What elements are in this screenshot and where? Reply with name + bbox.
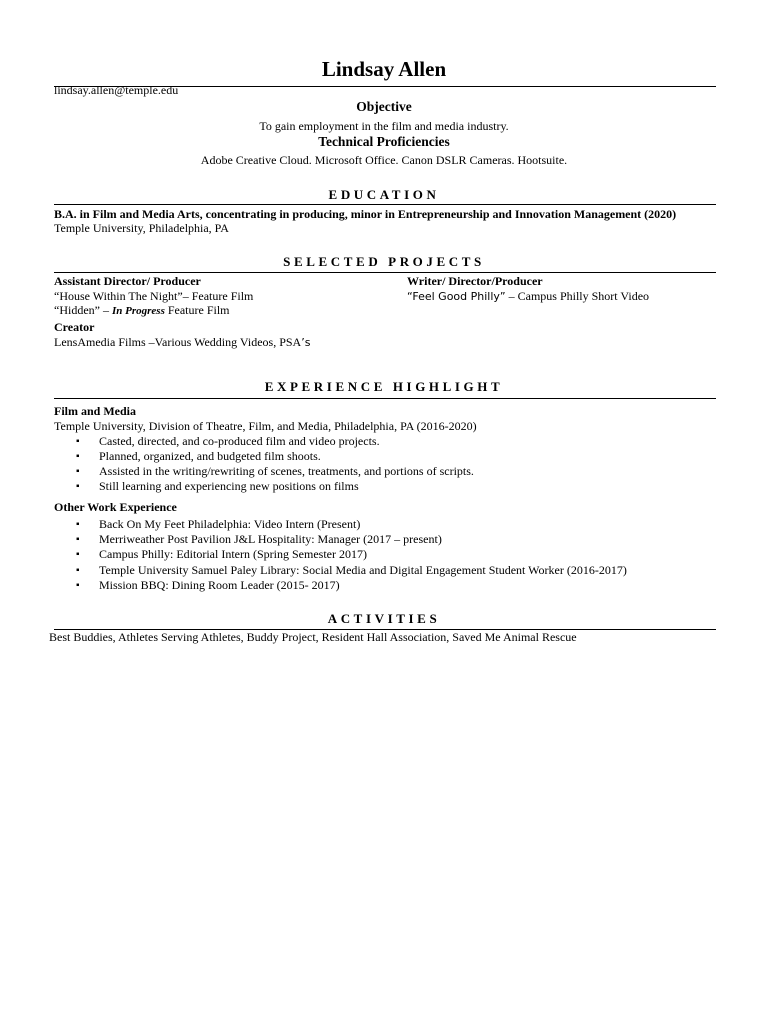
project-lensamedia-suffix: ’s — [301, 336, 311, 349]
bullet-icon: ▪ — [76, 565, 80, 576]
technical-heading: Technical Proficiencies — [318, 134, 450, 149]
project-feel-good-philly-desc: – Campus Philly Short Video — [505, 289, 650, 303]
other-bullet-item: Back On My Feet Philadelphia: Video Intern (Present) — [99, 517, 361, 531]
project-house-within-the-night: “House Within The Night”– Feature Film — [54, 289, 254, 303]
film-bullet-item: Casted, directed, and co-produced film and video projects. — [99, 434, 380, 448]
bullet-icon: ▪ — [76, 481, 80, 492]
project-role-writer-director: Writer/ Director/Producer — [407, 274, 543, 288]
film-bullet-item: Still learning and experiencing new positions on films — [99, 479, 359, 493]
project-role-creator: Creator — [54, 320, 95, 334]
candidate-name: Lindsay Allen — [321, 57, 447, 81]
bullet-icon: ▪ — [76, 534, 80, 545]
activities-text: Best Buddies, Athletes Serving Athletes, Buddy Project, Resident Hall Association, Saved Me Animal Rescue — [49, 630, 577, 644]
experience-film-heading: Film and Media — [54, 404, 137, 418]
bullet-icon: ▪ — [76, 549, 80, 560]
project-feel-good-philly-title: “Feel Good Philly” — [407, 290, 506, 303]
bullet-icon: ▪ — [76, 580, 80, 591]
education-degree: B.A. in Film and Media Arts, concentrating in producing, minor in Entrepreneurship and Innovation Management (2020) — [54, 207, 677, 221]
objective-heading: Objective — [356, 99, 412, 114]
education-school: Temple University, Philadelphia, PA — [54, 221, 229, 235]
in-progress-label: In Progress — [111, 305, 165, 317]
technical-text: Adobe Creative Cloud. Microsoft Office. Canon DSLR Cameras. Hootsuite. — [200, 153, 568, 167]
bullet-icon: ▪ — [76, 519, 80, 530]
bullet-icon: ▪ — [76, 451, 80, 462]
project-lensamedia — [54, 335, 310, 350]
other-bullet-item: Merriweather Post Pavilion J&L Hospitality: Manager (2017 – present) — [99, 532, 442, 546]
project-hidden — [54, 303, 230, 319]
activities-heading: ACTIVITIES — [327, 611, 441, 626]
projects-heading: SELECTED PROJECTS — [283, 254, 485, 269]
projects-rule — [54, 272, 716, 273]
other-bullet-item: Campus Philly: Editorial Intern (Spring Semester 2017) — [99, 547, 367, 561]
project-feel-good-philly — [407, 289, 649, 304]
experience-rule — [54, 398, 716, 399]
email-link[interactable]: lindsay.allen@temple.edu — [54, 83, 179, 97]
project-lensamedia-text: LensAmedia Films –Various Wedding Videos, PSA — [54, 335, 302, 349]
film-bullet-item: Planned, organized, and budgeted film shoots. — [99, 449, 321, 463]
education-heading: EDUCATION — [328, 187, 440, 202]
other-bullet-item: Mission BBQ: Dining Room Leader (2015- 2017) — [99, 578, 340, 592]
film-bullet-item: Assisted in the writing/rewriting of scenes, treatments, and portions of scripts. — [99, 464, 474, 478]
objective-text: To gain employment in the film and media industry. — [259, 119, 509, 133]
experience-film-org: Temple University, Division of Theatre, Film, and Media, Philadelphia, PA (2016-2020) — [54, 419, 477, 433]
experience-heading: EXPERIENCE HIGHLIGHT — [264, 379, 504, 394]
other-bullet-item: Temple University Samuel Paley Library: Social Media and Digital Engagement Student Worker (2016-2017) — [99, 563, 627, 577]
bullet-icon: ▪ — [76, 436, 80, 447]
experience-other-heading: Other Work Experience — [54, 500, 177, 514]
project-role-assistant-director: Assistant Director/ Producer — [54, 274, 201, 288]
project-hidden-type: Feature Film — [164, 303, 230, 317]
project-hidden-title: “Hidden” – — [54, 303, 112, 317]
education-rule — [54, 204, 716, 205]
bullet-icon: ▪ — [76, 466, 80, 477]
